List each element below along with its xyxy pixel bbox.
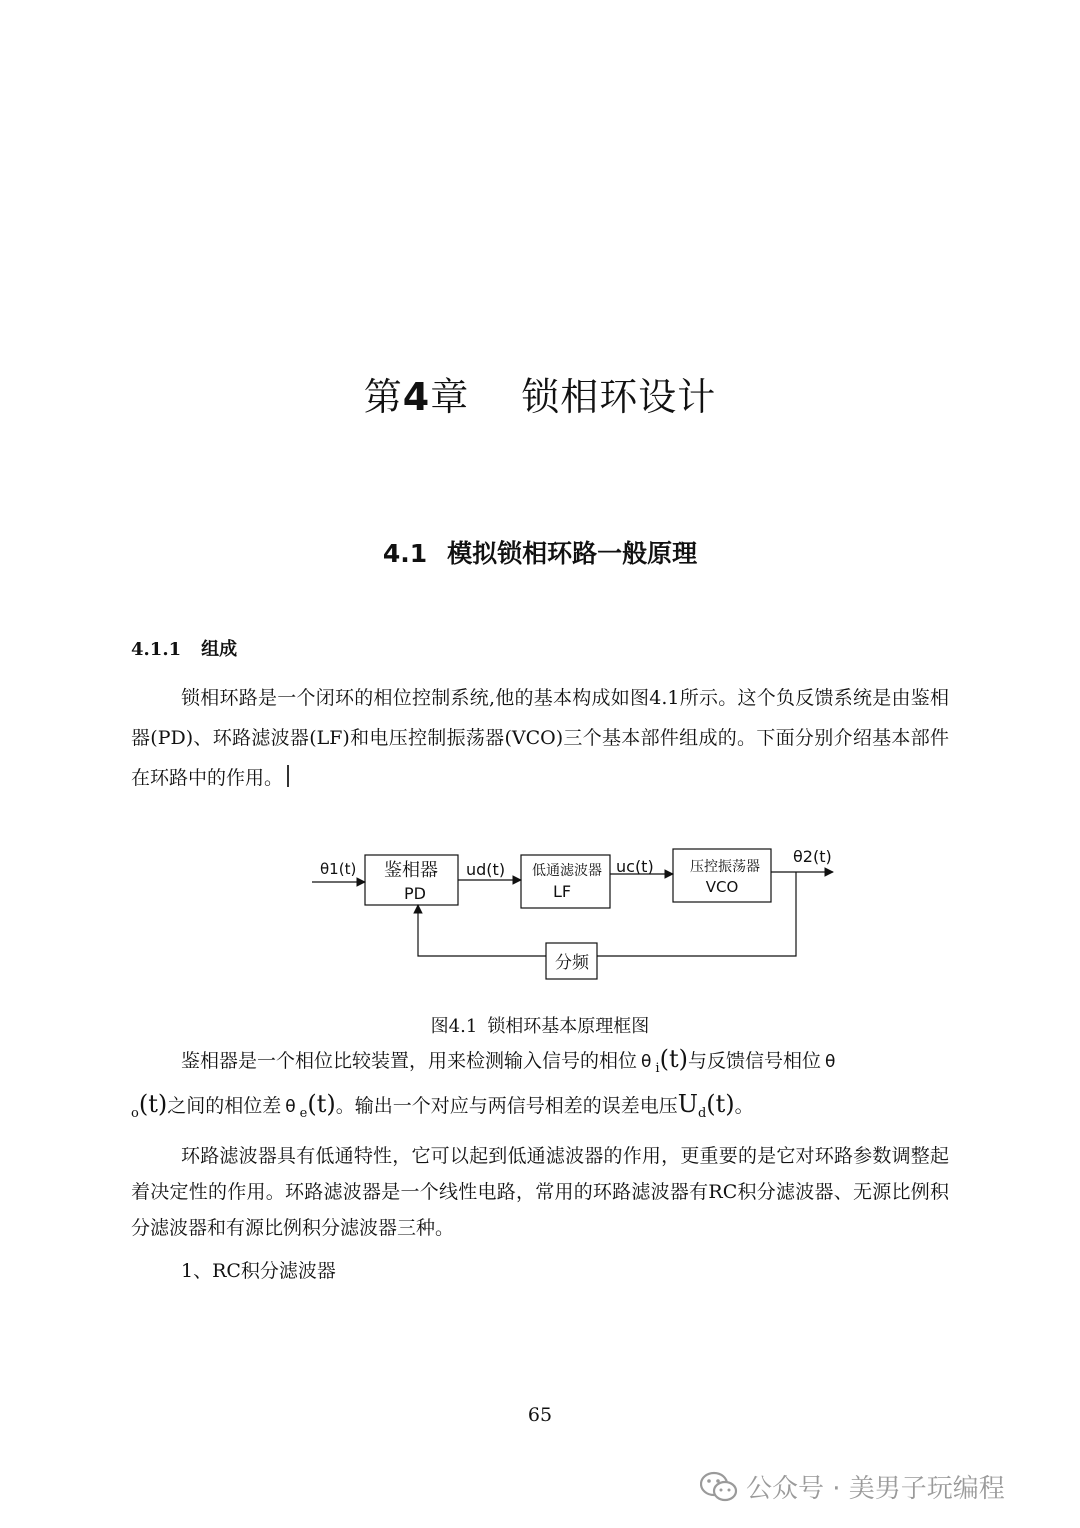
subsection-title: 4.1.1 组成 xyxy=(131,639,238,660)
uc-label: uc(t) xyxy=(616,857,654,876)
wechat-icon xyxy=(700,1471,738,1503)
paragraph-pd-line2: $_o$(t)之间的相位差 θ $_e$(t)。输出一个对应与两信号相差的误差电压$U_d(t)$。 xyxy=(131,1090,754,1121)
divider-label: 分频 xyxy=(555,953,589,973)
lf-label-en: LF xyxy=(552,882,572,901)
paragraph-composition: 锁相环路是一个闭环的相位控制系统,他的基本构成如图4.1所示。这个负反馈系统是由鉴相器(PD)、环路滤波器(LF)和电压控制振荡器(VCO)三个基本部件组成的。下面分别介绍基本部件在环路中的作用。 xyxy=(131,687,949,789)
page-number: 65 xyxy=(527,1404,553,1426)
lf-label-cn: 低通滤波器 xyxy=(532,863,602,879)
output-label: θ2(t) xyxy=(793,847,832,866)
vco-label-en: VCO xyxy=(705,878,739,896)
figure-caption: 图4.1 锁相环基本原理框图 xyxy=(430,1016,650,1037)
watermark xyxy=(700,1468,1005,1505)
vco-label-cn: 压控振荡器 xyxy=(690,859,760,875)
pd-label-cn: 鉴相器 xyxy=(384,860,438,881)
feedback-path-right xyxy=(597,872,796,956)
feedback-path-left xyxy=(418,905,546,956)
pll-block-diagram xyxy=(300,838,860,988)
paragraph-pd-line1: 鉴相器是一个相位比较装置，用来检测输入信号的相位 θ $_i$(t)与反馈信号相位 θ xyxy=(181,1045,836,1076)
text-cursor xyxy=(287,765,289,787)
paragraph-loop-filter: 环路滤波器具有低通特性，它可以起到低通滤波器的作用，更重要的是它对环路参数调整起着决定性的作用。环路滤波器是一个线性电路，常用的环路滤波器有RC积分滤波器、无源比例积分滤波器和有源比例积分滤波器三种。 xyxy=(131,1145,949,1239)
list-item-rc-filter: 1、RC积分滤波器 xyxy=(181,1260,336,1282)
watermark-text: 公众号 · 美男子玩编程 xyxy=(746,1474,1005,1504)
section-title: 4.1 模拟锁相环路一般原理 xyxy=(382,539,698,568)
input-label: θ1(t) xyxy=(320,860,357,878)
ud-label: ud(t) xyxy=(466,860,506,879)
pd-label-en: PD xyxy=(404,884,426,903)
chapter-title: 第4章 锁相环设计 xyxy=(363,375,717,419)
